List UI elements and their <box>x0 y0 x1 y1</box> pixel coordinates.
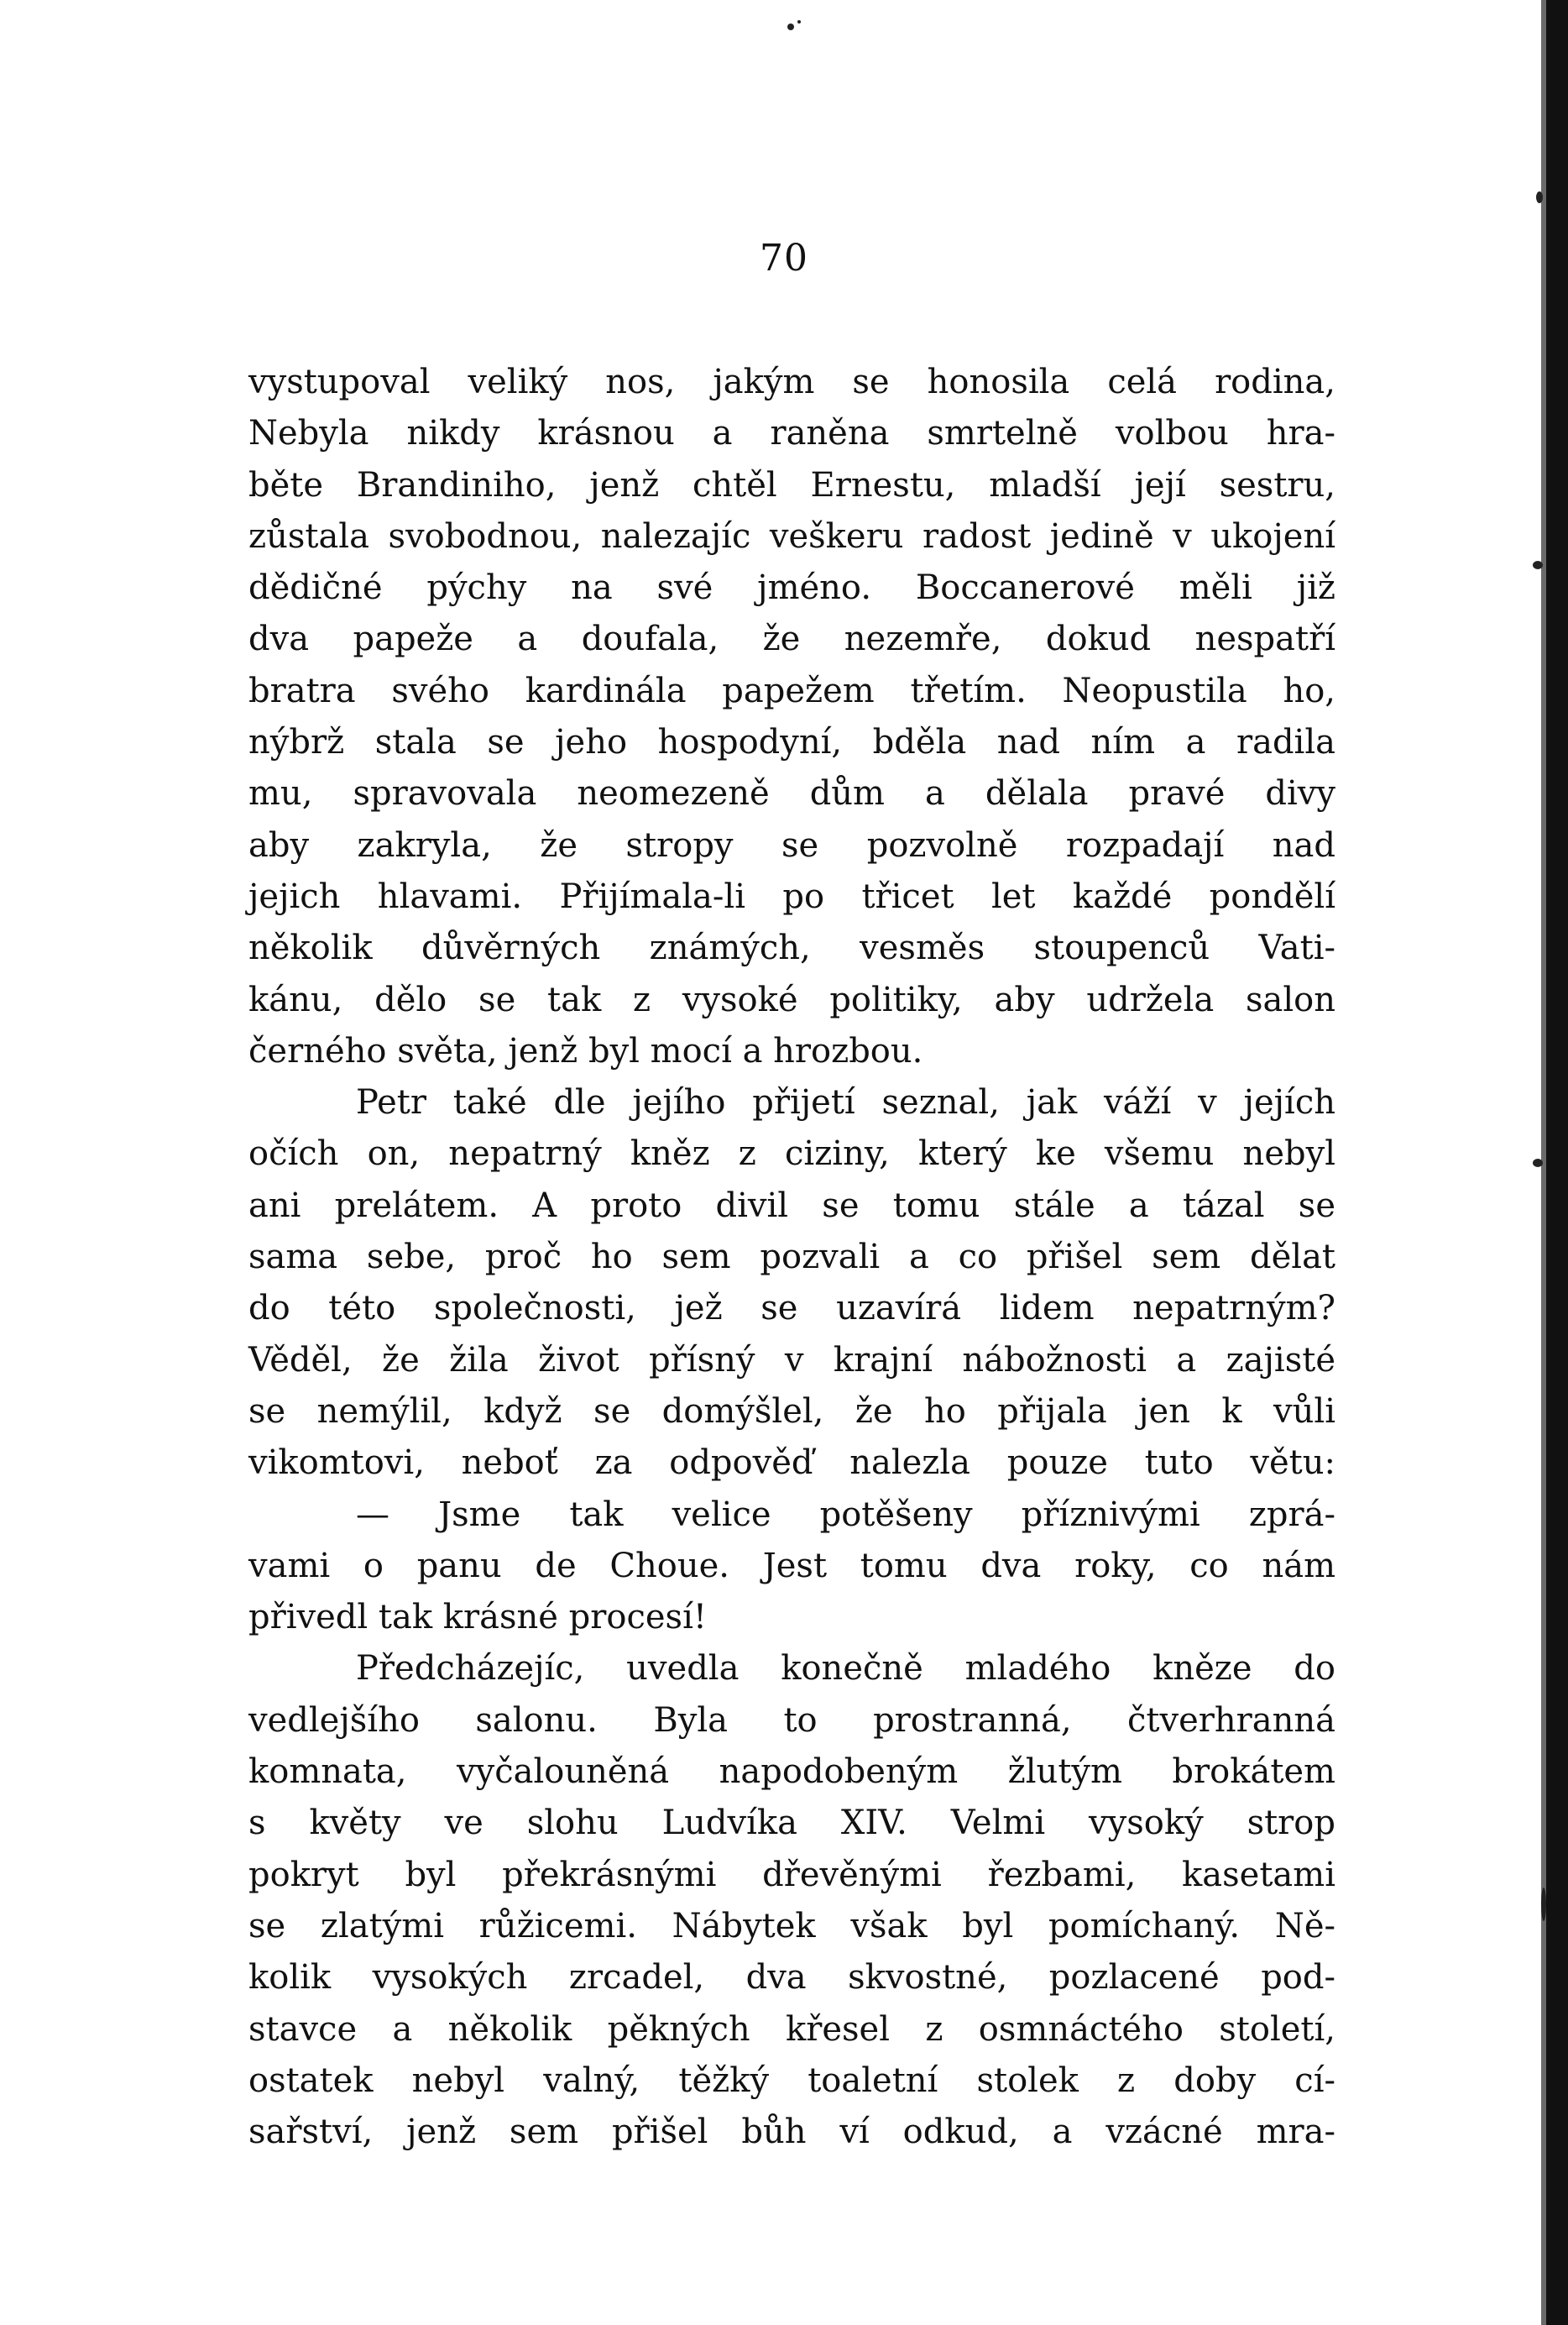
text-line: jejich hlavami. Přijímala-li po třicet let každé pondělí <box>248 877 1335 916</box>
page-edge-border <box>1546 0 1568 2325</box>
text-line: se nemýlil, když se domýšlel, že ho přijala jen k vůli <box>248 1391 1335 1431</box>
text-line: vedlejšího salonu. Byla to prostranná, čtverhranná <box>248 1700 1335 1740</box>
text-line: kolik vysokých zrcadel, dva skvostné, pozlacené pod- <box>248 1958 1335 1998</box>
text-line: ostatek nebyl valný, těžký toaletní stolek z doby cí- <box>248 2061 1335 2100</box>
text-line: mu, spravovala neomezeně dům a dělala pravé divy <box>248 774 1335 814</box>
text-line: Věděl, že žila život přísný v krajní nábožnosti a zajisté <box>248 1340 1335 1380</box>
text-line: Petr také dle jejího přijetí seznal, jak váží v jejích <box>356 1083 1335 1123</box>
text-line: sama sebe, proč ho sem pozvali a co přišel sem dělat <box>248 1238 1335 1277</box>
text-line: stavce a několik pěkných křesel z osmnáctého století, <box>248 2009 1335 2049</box>
text-line: Předcházejíc, uvedla konečně mladého kněze do <box>356 1649 1335 1689</box>
scan-speck <box>1533 1159 1543 1167</box>
text-line: zůstala svobodnou, nalezajíc veškeru radost jedině v ukojení <box>248 516 1335 556</box>
text-line: vikomtovi, neboť za odpověď nalezla pouze tuto větu: <box>248 1443 1335 1483</box>
text-line: — Jsme tak velice potěšeny příznivými zprá- <box>356 1495 1335 1534</box>
text-line: komnata, vyčalouněná napodobeným žlutým brokátem <box>248 1752 1335 1792</box>
text-line: se zlatými růžicemi. Nábytek však byl pomíchaný. Ně- <box>248 1906 1335 1945</box>
text-line: dědičné pýchy na své jméno. Boccanerové měli již <box>248 568 1335 608</box>
scan-speck <box>1536 191 1543 203</box>
text-line: dva papeže a doufala, že nezemře, dokud nespatří <box>248 620 1335 659</box>
text-line: černého světa, jenž byl mocí a hrozbou. <box>248 1031 923 1071</box>
text-line: vami o panu de Choue. Jest tomu dva roky, co nám <box>248 1546 1335 1585</box>
scan-speck <box>787 24 794 30</box>
text-line: Nebyla nikdy krásnou a raněna smrtelně volbou hra- <box>248 414 1335 453</box>
text-line: sařství, jenž sem přišel bůh ví odkud, a vzácné mra- <box>248 2113 1335 2152</box>
text-line: běte Brandiniho, jenž chtěl Ernestu, mladší její sestru, <box>248 465 1335 505</box>
text-line: ani prelátem. A proto divil se tomu stále a tázal se <box>248 1186 1335 1225</box>
text-line: s květy ve slohu Ludvíka XIV. Velmi vysoký strop <box>248 1804 1335 1843</box>
text-line: bratra svého kardinála papežem třetím. Neopustila ho, <box>248 671 1335 710</box>
text-line: pokryt byl překrásnými dřevěnými řezbami, kasetami <box>248 1855 1335 1894</box>
text-line: přivedl tak krásné procesí! <box>248 1598 707 1637</box>
text-line: několik důvěrných známých, vesměs stoupenců Vati- <box>248 929 1335 968</box>
scan-speck <box>1533 561 1543 569</box>
text-line: kánu, dělo se tak z vysoké politiky, aby udržela salon <box>248 980 1335 1019</box>
text-line: vystupoval veliký nos, jakým se honosila celá rodina, <box>248 363 1335 401</box>
page-number: 70 <box>760 237 808 280</box>
text-line: aby zakryla, že stropy se pozvolně rozpadají nad <box>248 825 1335 865</box>
text-line: nýbrž stala se jeho hospodyní, bděla nad ním a radila <box>248 723 1335 762</box>
scan-speck <box>1541 1888 1546 1921</box>
text-line: do této společnosti, jež se uzavírá lidem nepatrným? <box>248 1289 1335 1328</box>
scan-speck <box>797 20 801 24</box>
text-line: očích on, nepatrný kněz z ciziny, který ke všemu nebyl <box>248 1134 1335 1174</box>
body-text <box>248 357 1335 2158</box>
